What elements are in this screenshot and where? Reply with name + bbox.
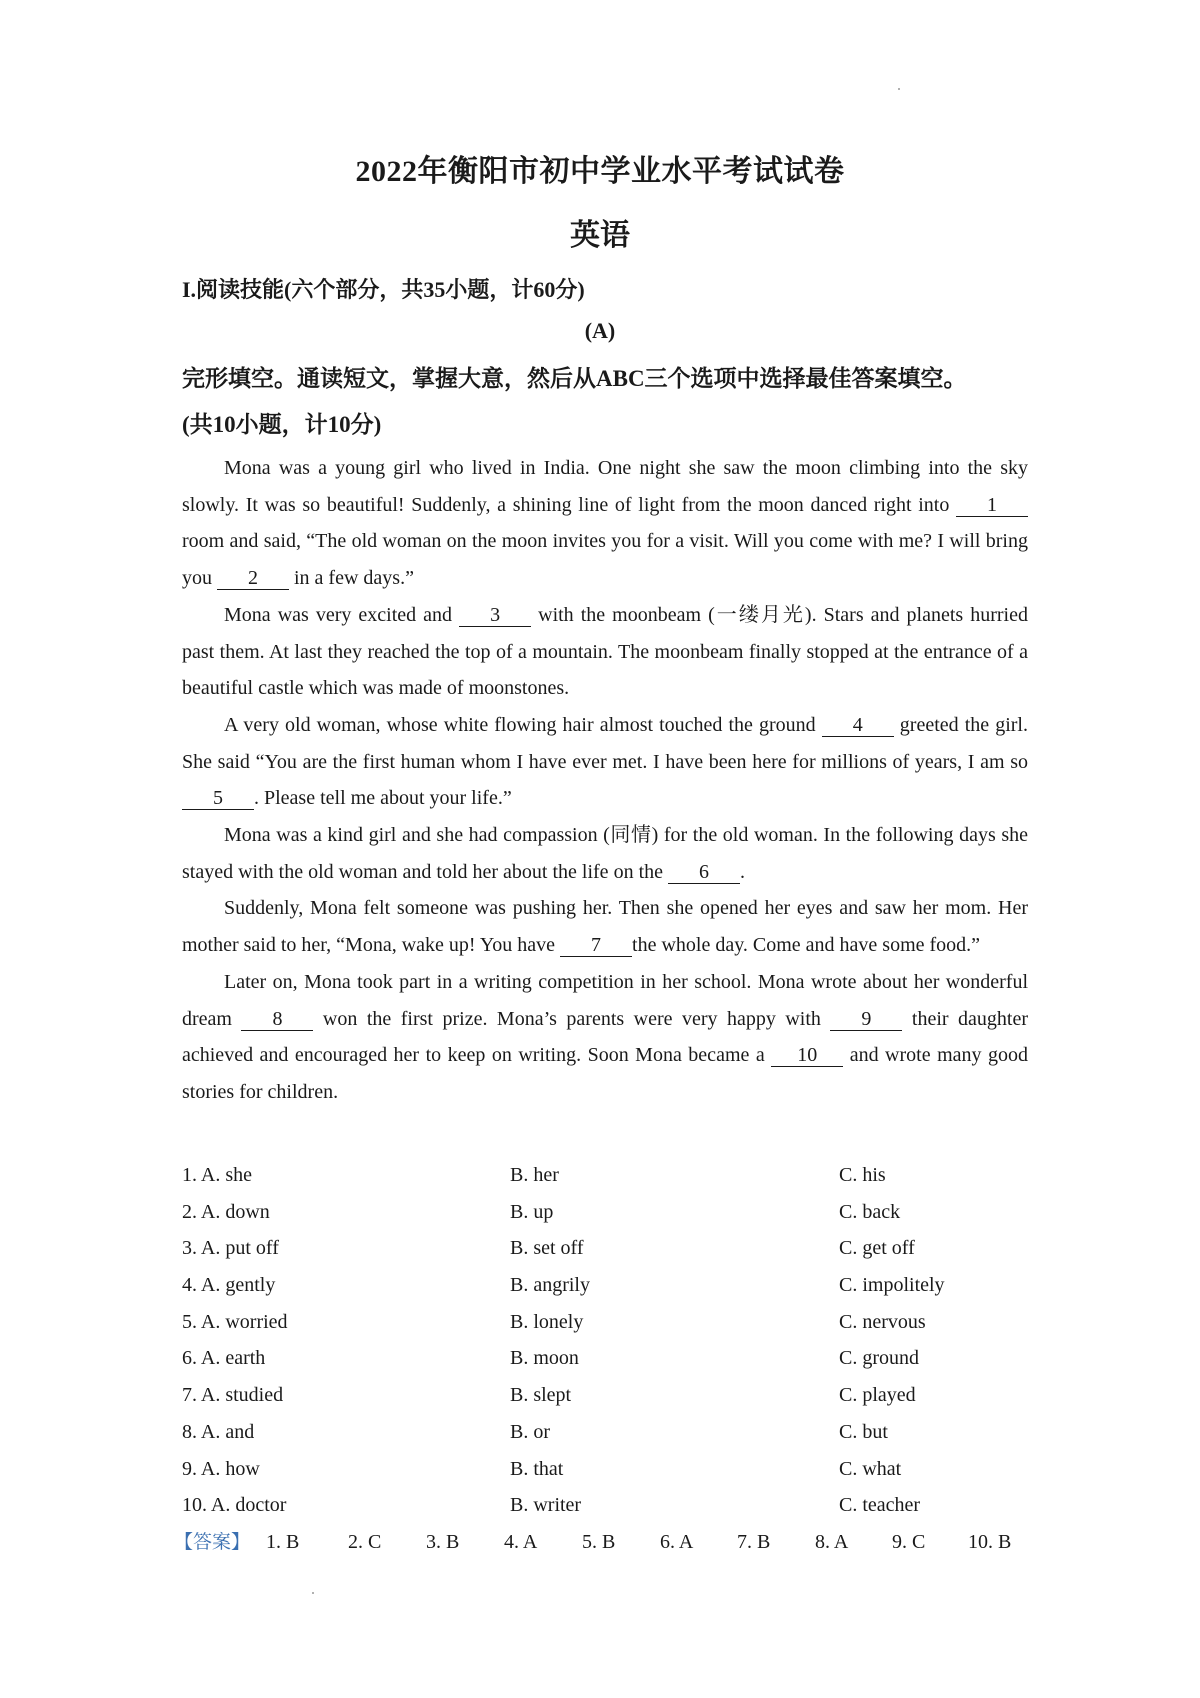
option-row — [182, 1377, 1082, 1414]
option-row — [182, 1414, 1082, 1451]
option-c: C. what — [839, 1457, 902, 1480]
paragraph-1: Mona was a young girl who lived in India. One night she saw the moon climbing into the sky slowly. It was so beautiful! Suddenly, a shining line of light from the moon danced right into 1 room and said, “The old woman on the moon invites you for a visit. Will you come with me? I will bring you 2 in a few days.” — [182, 457, 1028, 590]
paragraph-5: Suddenly, Mona felt someone was pushing her. Then she opened her eyes and saw her mom. Her mother said to her, “Mona, wake up! You have 7 the whole day. Come and have some food.” — [182, 897, 1028, 957]
option-a: 6. A. earth — [182, 1347, 266, 1370]
option-c: C. get off — [839, 1237, 915, 1260]
option-c: C. ground — [839, 1347, 919, 1370]
option-a: 7. A. studied — [182, 1384, 284, 1407]
option-b: B. moon — [510, 1347, 579, 1370]
options-list — [182, 1157, 1082, 1524]
blank-10: 10 — [771, 1044, 843, 1067]
option-row — [182, 1157, 1082, 1194]
option-a: 4. A. gently — [182, 1274, 276, 1297]
blank-4: 4 — [822, 714, 894, 737]
blank-9: 9 — [830, 1008, 902, 1031]
part-label: (A) — [584, 318, 616, 343]
option-c: C. nervous — [839, 1310, 926, 1333]
paragraph-6: Later on, Mona took part in a writing competition in her school. Mona wrote about her wonderful dream 8 won the first prize. Mona’s parents were very happy with 9 their daughter achieved and encouraged her to keep on writing. Soon Mona became a 10 and wrote many good stories for children. — [182, 970, 1028, 1103]
blank-6: 6 — [668, 861, 740, 884]
option-c: C. teacher — [839, 1494, 921, 1517]
answer-tag: 【答案】 — [174, 1531, 251, 1553]
option-a: 5. A. worried — [182, 1310, 288, 1333]
option-b: B. lonely — [510, 1310, 584, 1333]
answer-item: 10. B — [968, 1531, 1012, 1553]
option-c: C. played — [839, 1384, 916, 1407]
answer-item: 7. B — [737, 1531, 771, 1553]
option-a: 8. A. and — [182, 1420, 255, 1443]
option-row — [182, 1267, 1082, 1304]
answer-item: 1. B — [266, 1531, 300, 1553]
option-b: B. angrily — [510, 1274, 590, 1297]
option-a: 9. A. how — [182, 1457, 260, 1480]
answer-item: 5. B — [582, 1531, 616, 1553]
blank-8: 8 — [241, 1008, 313, 1031]
option-b: B. her — [510, 1164, 559, 1186]
paragraph-2: Mona was very excited and 3 with the moonbeam (一缕月光). Stars and planets hurried past them. At last they reached the top of a mountain. The moonbeam finally stopped at the entrance of a beautiful castle which was made of moonstones. — [182, 603, 1028, 700]
option-row — [182, 1487, 1082, 1524]
answer-item: 3. B — [426, 1531, 460, 1553]
answer-item: 4. A — [504, 1531, 538, 1553]
blank-1: 1 — [956, 494, 1028, 517]
option-c: C. his — [839, 1164, 886, 1186]
answer-item: 6. A — [660, 1531, 694, 1553]
section-heading: I.阅读技能(六个部分，共35小题，计60分) — [182, 277, 585, 302]
option-c: C. impolitely — [839, 1274, 945, 1297]
blank-3: 3 — [459, 604, 531, 627]
option-a: 10. A. doctor — [182, 1494, 287, 1517]
scan-speck — [898, 88, 900, 90]
instruction-line-2: (共10小题，计10分) — [182, 412, 382, 437]
paragraph-4: Mona was a kind girl and she had compassion (同情) for the old woman. In the following days she stayed with the old woman and told her about the life on the 6 . — [182, 824, 1028, 883]
answer-item: 9. C — [892, 1531, 926, 1553]
instruction-line-1: 完形填空。通读短文，掌握大意，然后从ABC三个选项中选择最佳答案填空。 — [182, 366, 967, 391]
option-c: C. but — [839, 1420, 888, 1443]
option-b: B. up — [510, 1200, 554, 1223]
blank-7: 7 — [560, 934, 632, 957]
option-a: 1. A. she — [182, 1164, 252, 1186]
answer-item: 2. C — [348, 1531, 382, 1553]
option-b: B. slept — [510, 1384, 572, 1407]
option-b: B. that — [510, 1457, 564, 1480]
option-row — [182, 1340, 1082, 1377]
option-row — [182, 1451, 1082, 1488]
paragraph-3: A very old woman, whose white flowing hair almost touched the ground 4 greeted the girl. She said “You are the first human whom I have ever met. I have been here for millions of years, I am so 5 . Please tell me about your life.” — [182, 713, 1028, 810]
exam-title: 2022年衡阳市初中学业水平考试试卷 — [355, 155, 845, 188]
option-row — [182, 1304, 1082, 1341]
option-row — [182, 1194, 1082, 1231]
option-c: C. back — [839, 1200, 901, 1223]
answer-item: 8. A — [815, 1531, 849, 1553]
blank-2: 2 — [217, 567, 289, 590]
option-b: B. or — [510, 1420, 550, 1443]
scan-speck — [312, 1592, 314, 1594]
option-a: 3. A. put off — [182, 1237, 279, 1260]
option-row — [182, 1230, 1082, 1267]
option-a: 2. A. down — [182, 1200, 270, 1223]
option-b: B. writer — [510, 1494, 582, 1517]
blank-5: 5 — [182, 787, 254, 810]
cloze-passage — [182, 450, 1028, 1111]
option-b: B. set off — [510, 1237, 584, 1260]
subject-title: 英语 — [570, 219, 630, 252]
